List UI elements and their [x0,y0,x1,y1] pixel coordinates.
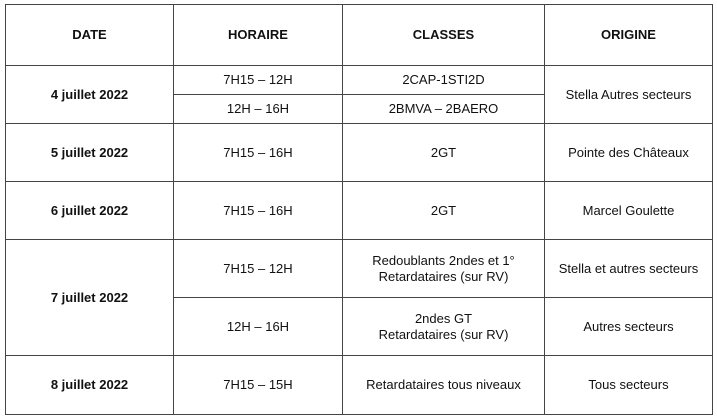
horaire-cell: 7H15 – 16H [174,124,343,182]
header-classes: CLASSES [343,5,545,66]
date-cell: 6 juillet 2022 [6,182,174,240]
table-row [6,356,713,415]
classes-cell: 2ndes GT Retardataires (sur RV) [343,298,545,356]
classes-cell: 2CAP-1STI2D [343,66,545,95]
table-row [6,182,713,240]
classes-cell: Retardataires tous niveaux [343,356,545,415]
table-row [6,124,713,182]
origine-cell: Autres secteurs [545,298,713,356]
header-horaire: HORAIRE [174,5,343,66]
horaire-cell: 7H15 – 12H [174,66,343,95]
horaire-cell: 12H – 16H [174,298,343,356]
classes-cell: 2GT [343,182,545,240]
horaire-cell: 12H – 16H [174,95,343,124]
origine-cell: Pointe des Châteaux [545,124,713,182]
header-date: DATE [6,5,174,66]
horaire-cell: 7H15 – 12H [174,240,343,298]
table-row [6,66,713,95]
origine-cell: Marcel Goulette [545,182,713,240]
header-origine: ORIGINE [545,5,713,66]
table-row [6,240,713,298]
classes-cell: Redoublants 2ndes et 1° Retardataires (sur RV) [343,240,545,298]
horaire-cell: 7H15 – 15H [174,356,343,415]
origine-cell: Stella et autres secteurs [545,240,713,298]
date-cell: 7 juillet 2022 [6,240,174,356]
origine-cell: Tous secteurs [545,356,713,415]
classes-cell: 2BMVA – 2BAERO [343,95,545,124]
date-cell: 8 juillet 2022 [6,356,174,415]
date-cell: 4 juillet 2022 [6,66,174,124]
horaire-cell: 7H15 – 16H [174,182,343,240]
origine-cell: Stella Autres secteurs [545,66,713,124]
header-row [6,5,713,66]
date-cell: 5 juillet 2022 [6,124,174,182]
classes-cell: 2GT [343,124,545,182]
schedule-table [5,4,713,415]
